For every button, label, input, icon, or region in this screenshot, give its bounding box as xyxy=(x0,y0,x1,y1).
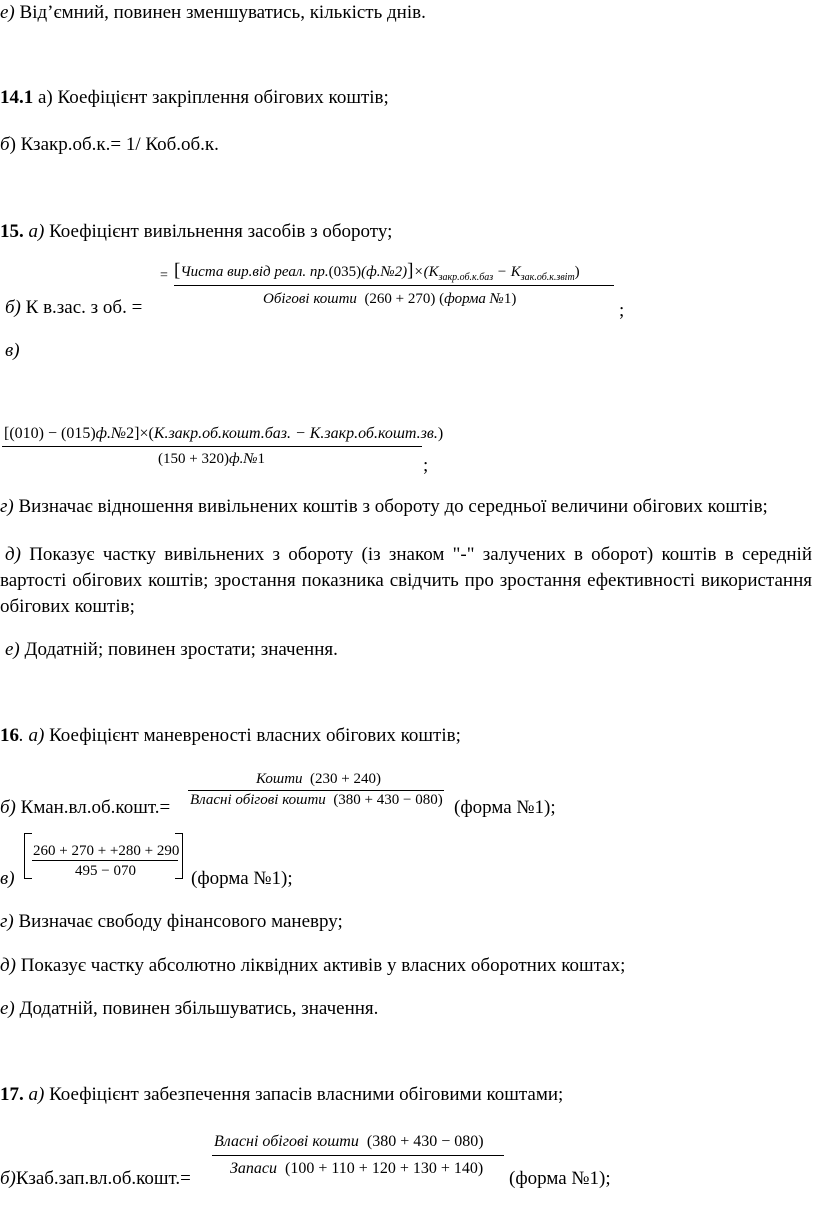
section-15-v xyxy=(5,340,20,362)
denominator-term: Обігові кошти xyxy=(263,291,357,307)
form-reference: (форма №1); xyxy=(454,797,556,818)
formula-numerator xyxy=(4,425,443,443)
section-15-d xyxy=(0,542,812,620)
item-text: Додатній, повинен збільшуватись, значення. xyxy=(14,998,379,1019)
section-text: а) Коефіцієнт закріплення обігових коштів; xyxy=(33,87,389,108)
item-marker: а) xyxy=(23,1084,45,1105)
section-17-title xyxy=(0,1084,563,1106)
formula-denominator xyxy=(190,791,443,809)
numerator-term: Кошти xyxy=(256,771,303,787)
item-marker: б xyxy=(0,134,10,155)
item-marker: б) xyxy=(5,297,21,318)
bracket-open: [ xyxy=(174,260,181,281)
numerator-term: К.закр.об.кошт.баз. − К.закр.об.кошт.зв. xyxy=(153,425,438,442)
formula-numerator xyxy=(256,770,381,788)
section-14-b xyxy=(0,134,219,156)
fraction-bar xyxy=(174,285,614,286)
paren-close: ) xyxy=(437,425,444,442)
item-text: К в.зас. з об. = xyxy=(20,297,143,318)
numerator-k: ×(К xyxy=(413,264,439,280)
section-16-title xyxy=(0,725,461,747)
subscript-base: закр.об.к.баз xyxy=(438,272,494,283)
denominator-form-num: 1 xyxy=(257,451,265,467)
item-marker: е) xyxy=(5,639,20,660)
item-marker: б) xyxy=(0,1168,16,1189)
section-16-v xyxy=(0,868,15,890)
item-marker: а) xyxy=(23,221,45,242)
formula-denominator xyxy=(263,290,516,308)
section-16-b xyxy=(0,797,170,819)
section-16-e xyxy=(0,998,378,1020)
section-14-title xyxy=(0,87,389,109)
section-15-e xyxy=(5,639,338,661)
section-number: 14.1 xyxy=(0,87,34,108)
item-marker: г) xyxy=(0,911,14,932)
formula-numerator: 260 + 270 + +280 + 290 xyxy=(33,843,180,859)
fraction-bar xyxy=(32,860,178,861)
section-number: 15. xyxy=(0,221,24,242)
denominator-term: Власні обігові кошти xyxy=(190,792,326,808)
item-text: Показує частку вивільнених з обороту (із знаком "-" залучених в оборот) коштів в середній вартості обігових коштів; зростання показника свідчить про зростання ефективності використання обігових коштів; xyxy=(0,544,812,617)
formula-numerator xyxy=(214,1133,484,1151)
numerator-code: (035) xyxy=(328,264,362,280)
item-text: Кзаб.зап.вл.об.кошт.= xyxy=(15,1168,191,1189)
fraction-bar xyxy=(2,446,422,447)
bracket-right xyxy=(175,833,183,879)
section-text: Коефіцієнт вивільнення засобів з обороту; xyxy=(44,221,393,242)
numerator-k2: − К xyxy=(493,264,521,280)
item-marker: д) xyxy=(5,544,21,565)
semicolon: ; xyxy=(619,300,625,321)
item-text: Від’ємний, повинен зменшуватись, кількість днів. xyxy=(14,2,426,23)
denominator-form: ф.№ xyxy=(228,451,258,467)
section-17-b xyxy=(0,1168,191,1190)
section-15-g xyxy=(0,496,768,518)
formula-numerator xyxy=(174,262,580,287)
item-marker: е) xyxy=(0,998,15,1019)
item-marker: д) xyxy=(0,955,16,976)
item-marker: е) xyxy=(0,2,15,23)
denominator-codes: (380 + 430 − 080) xyxy=(333,792,443,808)
numerator-term: Власні обігові кошти xyxy=(214,1133,359,1150)
item-text: Показує частку абсолютно ліквідних активів у власних оборотних коштах; xyxy=(15,955,626,976)
formula-equals: = xyxy=(160,268,168,283)
form-reference: (форма №1); xyxy=(191,868,293,889)
denominator-codes: (260 + 270) ( xyxy=(364,291,445,307)
bracket-left xyxy=(24,833,32,879)
section-number: 16 xyxy=(0,725,19,746)
denominator-term: Запаси xyxy=(230,1160,278,1177)
paren-close: ) xyxy=(574,264,580,280)
numerator-codes: (230 + 240) xyxy=(310,771,381,787)
formula-denominator: 495 − 070 xyxy=(75,863,136,879)
item-text: Визначає свободу фінансового маневру; xyxy=(13,911,343,932)
form-reference: (форма №1); xyxy=(509,1168,611,1189)
numerator-codes: (380 + 430 − 080) xyxy=(366,1133,484,1150)
denominator-form-num: 1) xyxy=(503,291,517,307)
formula-denominator xyxy=(158,450,265,468)
denominator-form: форма № xyxy=(444,291,504,307)
bracket-close: ] xyxy=(407,260,414,281)
formula-denominator xyxy=(230,1160,483,1178)
numerator-codes: [(010) − (015) xyxy=(4,425,96,442)
semicolon: ; xyxy=(423,455,429,476)
denominator-codes: (150 + 320) xyxy=(158,451,229,467)
line-e-top xyxy=(0,2,426,24)
section-number: 17. xyxy=(0,1084,24,1105)
section-16-d xyxy=(0,955,625,977)
item-marker: б) xyxy=(0,797,16,818)
numerator-form-num: 2]×( xyxy=(126,425,154,442)
item-text: Визначає відношення вивільнених коштів з обороту до середньої величини обігових коштів; xyxy=(13,496,768,517)
section-15-b xyxy=(5,297,142,319)
item-marker: г) xyxy=(0,496,14,517)
numerator-form: ф.№ xyxy=(95,425,127,442)
numerator-term: Чиста вир.від реал. пр. xyxy=(180,264,329,280)
section-16-g xyxy=(0,911,343,933)
item-text: Кман.вл.об.кошт.= xyxy=(15,797,171,818)
section-text: Коефіцієнт маневреності власних обігових коштів; xyxy=(44,725,461,746)
denominator-codes: (100 + 110 + 120 + 130 + 140) xyxy=(285,1160,484,1177)
item-marker: в) xyxy=(5,340,20,361)
subscript-report: зак.об.к.звіт xyxy=(520,272,575,283)
fraction-bar xyxy=(212,1155,504,1156)
numerator-form: (ф.№2) xyxy=(361,264,408,280)
item-text: ) Кзакр.об.к.= 1/ Коб.об.к. xyxy=(9,134,219,155)
item-marker: в) xyxy=(0,868,15,889)
section-15-title xyxy=(0,221,392,243)
item-marker: . а) xyxy=(19,725,45,746)
section-text: Коефіцієнт забезпечення запасів власними обіговими коштами; xyxy=(44,1084,564,1105)
item-text: Додатній; повинен зростати; значення. xyxy=(19,639,338,660)
